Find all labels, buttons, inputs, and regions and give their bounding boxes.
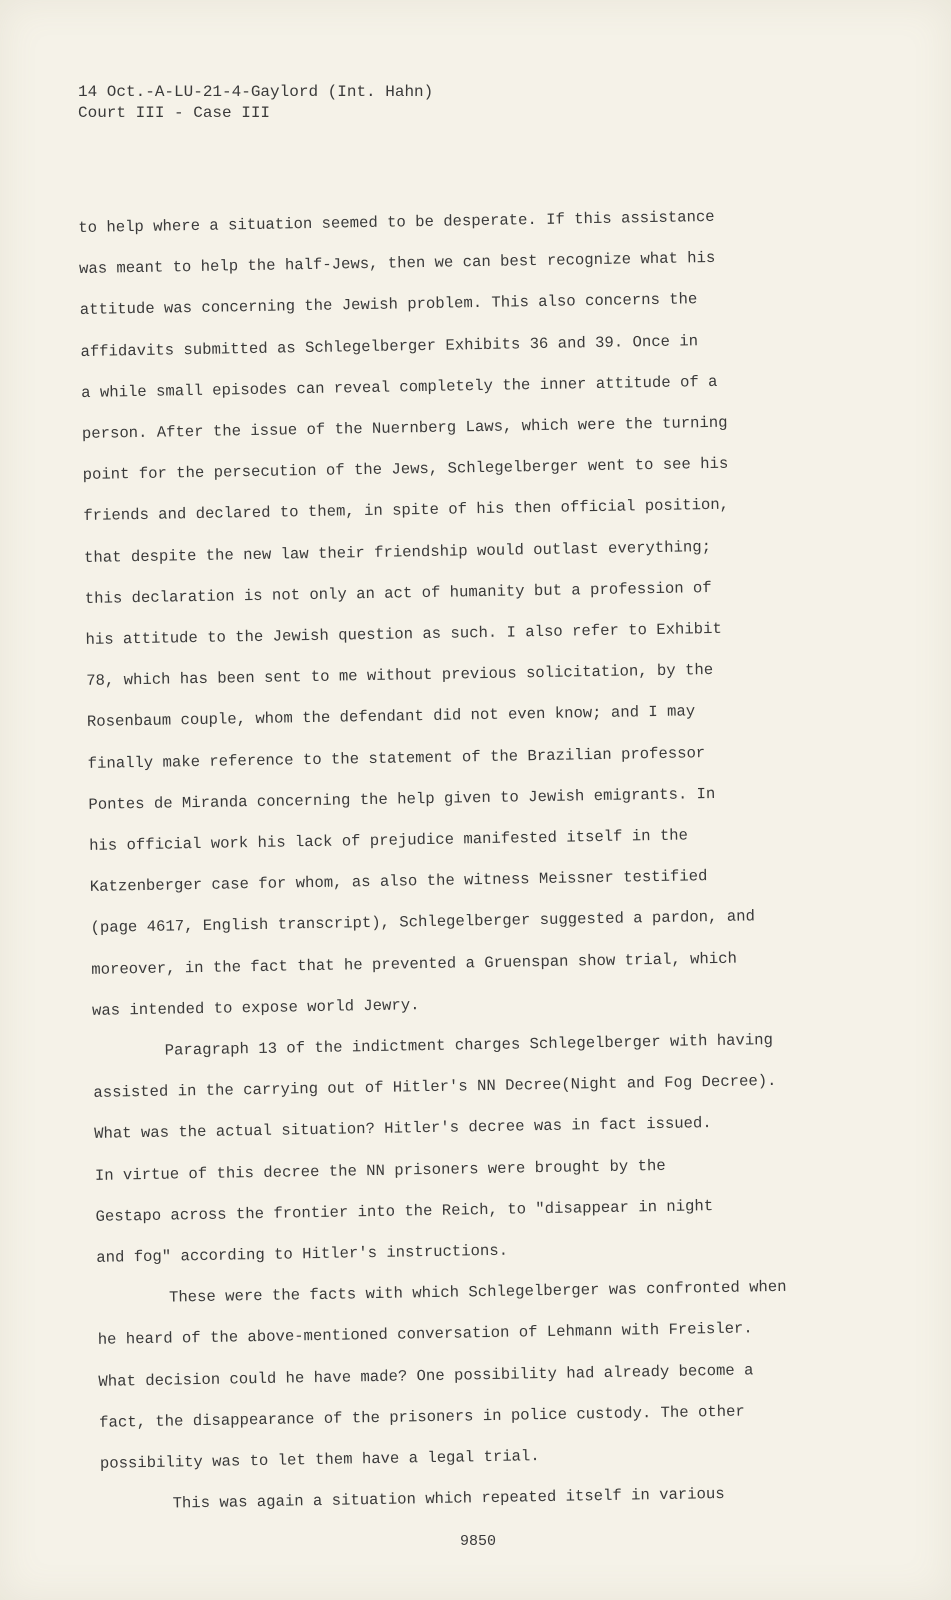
text-line: Pontes de Miranda concerning the help given to Jewish emigrants. In <box>88 784 716 814</box>
text-line: friends and declared to them, in spite of his then official position, <box>83 496 730 526</box>
text-line: this declaration is not only an act of humanity but a profession of <box>84 578 712 608</box>
text-line: that despite the new law their friendship would outlast everything; <box>83 537 712 567</box>
header-line-2: Court III - Case III <box>78 104 271 122</box>
text-line: Rosenbaum couple, whom the defendant did not even know; and I may <box>86 702 696 732</box>
text-line: a while small episodes can reveal completely the inner attitude of a <box>81 372 718 402</box>
paragraph-start-line: Paragraph 13 of the indictment charges Schlegelberger with having <box>164 1031 774 1060</box>
text-line: was meant to help the half-Jews, then we can best recognize what his <box>78 249 716 279</box>
text-line: fact, the disappearance of the prisoners in police custody. The other <box>99 1402 745 1432</box>
text-line: Katzenberger case for whom, as also the witness Meissner testified <box>89 867 708 897</box>
text-line: Gestapo across the frontier into the Reich, to "disappear in night <box>95 1196 714 1226</box>
text-line: person. After the issue of the Nuernberg Laws, which were the turning <box>81 413 728 443</box>
text-line: his official work his lack of prejudice manifested itself in the <box>88 826 689 855</box>
text-line: his attitude to the Jewish question as such. I also refer to Exhibit <box>85 619 722 649</box>
document-header <box>78 82 433 124</box>
text-line: point for the persecution of the Jews, Schlegelberger went to see his <box>82 454 729 485</box>
text-line: moreover, in the fact that he prevented a Gruenspan show trial, which <box>91 949 738 979</box>
page-number: 9850 <box>460 1533 497 1550</box>
text-line: What decision could he have made? One possibility had already become a <box>98 1361 754 1391</box>
text-line: he heard of the above-mentioned conversation of Lehmann with Freisler. <box>97 1319 753 1350</box>
paragraph-start-line: This was again a situation which repeated itself in various <box>172 1485 725 1513</box>
text-line: finally make reference to the statement of the Brazilian professor <box>87 743 706 773</box>
text-line: affidavits submitted as Schlegelberger Exhibits 36 and 39. Once in <box>80 331 699 361</box>
text-line: In virtue of this decree the NN prisoners were brought by the <box>94 1156 666 1185</box>
text-line: attitude was concerning the Jewish problem. This also concerns the <box>79 290 698 320</box>
paragraph-start-line: These were the facts with which Schlegelberger was confronted when <box>168 1278 787 1307</box>
text-line: (page 4617, English transcript), Schlegelberger suggested a pardon, and <box>90 907 756 938</box>
header-line-1: 14 Oct.-A-LU-21-4-Gaylord (Int. Hahn) <box>78 83 434 101</box>
text-line: possibility was to let them have a legal trial. <box>99 1447 540 1473</box>
text-line: assisted in the carrying out of Hitler's NN Decree(Night and Fog Decree). <box>93 1072 777 1103</box>
text-line: was intended to expose world Jewry. <box>91 996 420 1020</box>
text-line: and fog" according to Hitler's instructions. <box>96 1241 509 1267</box>
document-body <box>78 195 871 1527</box>
text-line: What was the actual situation? Hitler's decree was in fact issued. <box>94 1114 712 1144</box>
text-line: 78, which has been sent to me without previous solicitation, by the <box>86 661 714 691</box>
text-line: to help where a situation seemed to be desperate. If this assistance <box>78 207 715 237</box>
